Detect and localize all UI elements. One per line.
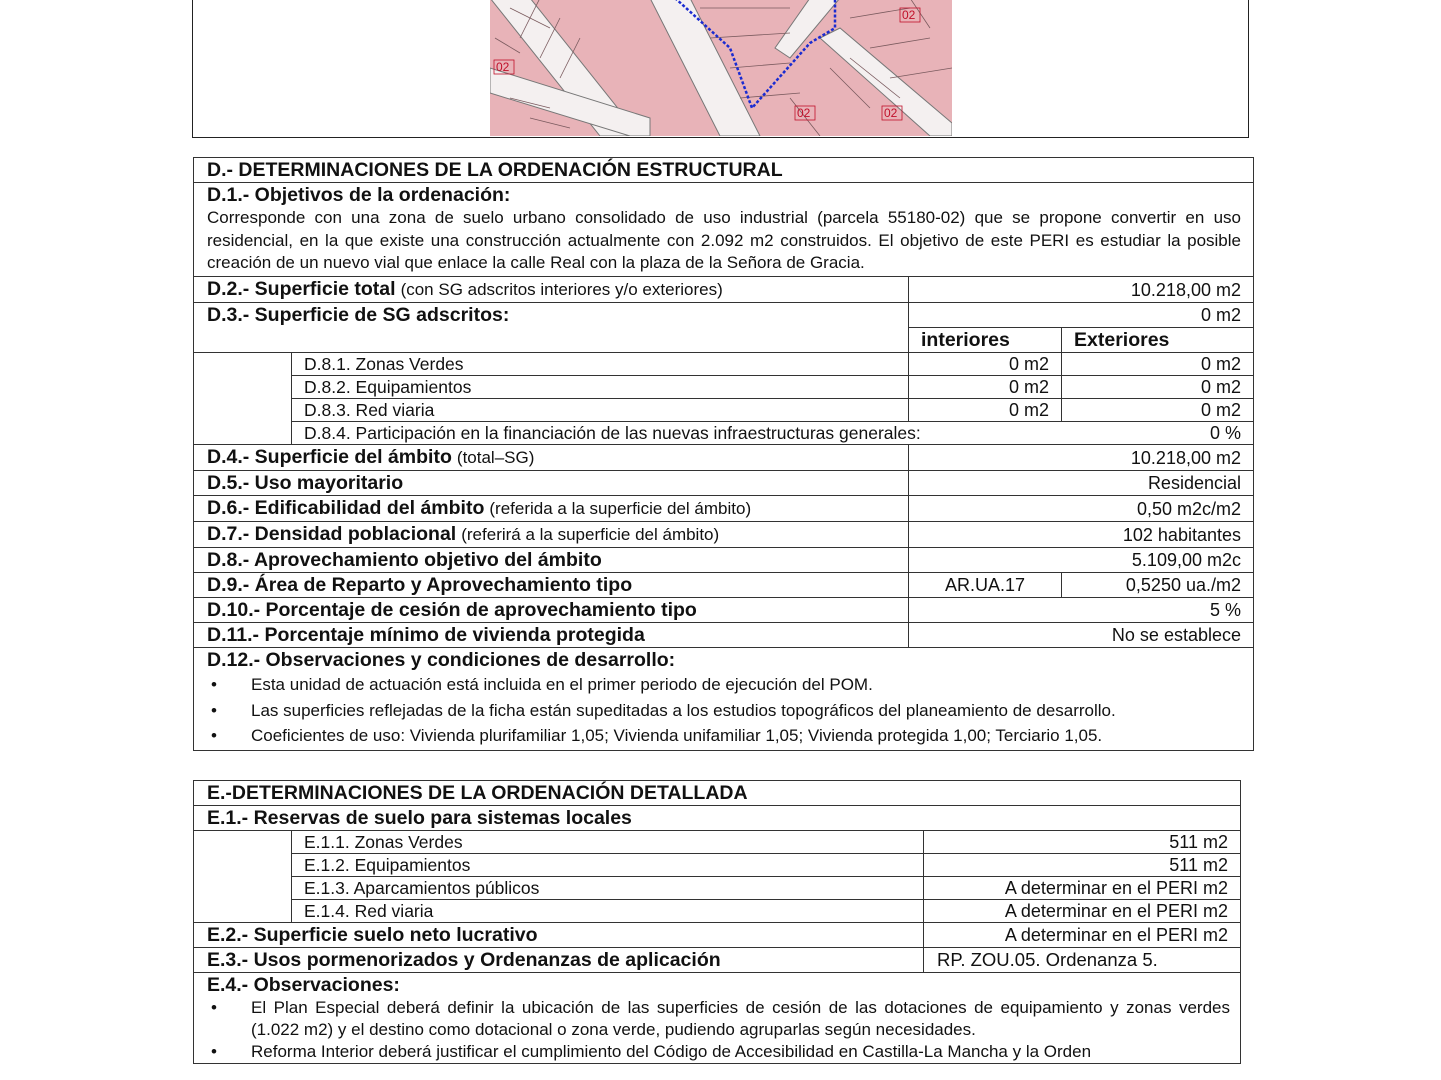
- d2-label: D.2.- Superficie total: [207, 278, 396, 300]
- d7-label: D.7.- Densidad poblacional: [207, 523, 457, 545]
- d2-note: (con SG adscritos interiores y/o exteriores): [400, 280, 723, 299]
- d5-label: D.5.- Uso mayoritario: [207, 472, 404, 494]
- d7-note: (referirá a la superficie del ámbito): [461, 525, 720, 544]
- e1-label: E.1.- Reservas de suelo para sistemas locales: [207, 807, 632, 829]
- map-label: 02: [884, 106, 898, 120]
- d9-area: AR.UA.17: [909, 573, 1062, 598]
- d3-value: 0 m2: [909, 303, 1254, 328]
- d12-label: D.12.- Observaciones y condiciones de desarrollo:: [207, 649, 676, 671]
- e4-bullet: • Reforma Interior deberá justificar el cumplimiento del Código de Accesibilidad en Castilla-La Mancha y la Orden: [207, 1041, 1230, 1063]
- e2-label: E.2.- Superficie suelo neto lucrativo: [207, 924, 538, 946]
- d83-int: 0 m2: [909, 399, 1062, 422]
- e14-label: E.1.4. Red viaria: [292, 900, 924, 923]
- d82-ext: 0 m2: [1062, 376, 1254, 399]
- d83-label: D.8.3. Red viaria: [292, 399, 909, 422]
- d3-label: D.3.- Superficie de SG adscritos:: [207, 304, 510, 326]
- map-label: 02: [496, 60, 510, 74]
- d81-ext: 0 m2: [1062, 353, 1254, 376]
- e4-bullet-list: [207, 997, 1232, 1063]
- e13-label: E.1.3. Aparcamientos públicos: [292, 877, 924, 900]
- e12-label: E.1.2. Equipamientos: [292, 854, 924, 877]
- d4-value: 10.218,00 m2: [909, 445, 1254, 471]
- d5-value: Residencial: [909, 471, 1254, 496]
- d82-int: 0 m2: [909, 376, 1062, 399]
- d82-label: D.8.2. Equipamientos: [292, 376, 909, 399]
- d12-bullet-list: [207, 672, 1245, 749]
- d1-label: D.1.- Objetivos de la ordenación:: [207, 184, 511, 206]
- e3-label: E.3.- Usos pormenorizados y Ordenanzas de aplicación: [207, 949, 721, 971]
- d12-bullet: • Las superficies reflejadas de la ficha están supeditadas a los estudios topográficos del planeamiento de desarrollo.: [207, 698, 1245, 724]
- d8-label: D.8.- Aprovechamiento objetivo del ámbito: [207, 549, 602, 571]
- cadastral-map: [490, 0, 952, 136]
- d9-label: D.9.- Área de Reparto y Aprovechamiento tipo: [207, 574, 633, 596]
- section-e-title: E.-DETERMINACIONES DE LA ORDENACIÓN DETALLADA: [194, 781, 1241, 806]
- d2-value: 10.218,00 m2: [909, 277, 1254, 303]
- section-d-table: [193, 157, 1254, 751]
- d84-value: 0 %: [1062, 422, 1254, 445]
- d4-label: D.4.- Superficie del ámbito: [207, 446, 452, 468]
- e12-value: 511 m2: [924, 854, 1241, 877]
- d4-note: (total–SG): [456, 448, 535, 467]
- d6-label: D.6.- Edificabilidad del ámbito: [207, 497, 485, 519]
- d3-col-exteriores: Exteriores: [1062, 328, 1254, 353]
- d6-value: 0,50 m2c/m2: [909, 496, 1254, 522]
- section-e-table: [193, 780, 1241, 1064]
- map-frame: [192, 0, 1249, 138]
- e11-label: E.1.1. Zonas Verdes: [292, 831, 924, 854]
- e4-label: E.4.- Observaciones:: [207, 974, 400, 996]
- e14-value: A determinar en el PERI m2: [924, 900, 1241, 923]
- d83-ext: 0 m2: [1062, 399, 1254, 422]
- e2-value: A determinar en el PERI m2: [924, 923, 1241, 948]
- e4-bullet: • El Plan Especial deberá definir la ubicación de las superficies de cesión de las dotaciones de equipamiento y zonas verdes (1.022 m2) y el destino como dotacional o zona verde, pudiendo agruparlas según necesidades.: [207, 997, 1230, 1041]
- d12-bullet: • Coeficientes de uso: Vivienda plurifamiliar 1,05; Vivienda unifamiliar 1,05; Vivienda protegida 1,00; Terciario 1,05.: [207, 723, 1245, 749]
- d81-label: D.8.1. Zonas Verdes: [292, 353, 909, 376]
- e11-value: 511 m2: [924, 831, 1241, 854]
- d8-value: 5.109,00 m2c: [909, 548, 1254, 573]
- d10-label: D.10.- Porcentaje de cesión de aprovechamiento tipo: [207, 599, 697, 621]
- d11-value: No se establece: [909, 623, 1254, 648]
- map-label: 02: [902, 8, 916, 22]
- d9-value: 0,5250 ua./m2: [1062, 573, 1254, 598]
- d84-label: D.8.4. Participación en la financiación de las nuevas infraestructuras generales:: [292, 422, 1062, 445]
- d12-bullet: • Esta unidad de actuación está incluida en el primer periodo de ejecución del POM.: [207, 672, 1245, 698]
- d81-int: 0 m2: [909, 353, 1062, 376]
- d10-value: 5 %: [909, 598, 1254, 623]
- d7-value: 102 habitantes: [909, 522, 1254, 548]
- map-label: 02: [797, 106, 811, 120]
- e13-value: A determinar en el PERI m2: [924, 877, 1241, 900]
- section-d-title: D.- DETERMINACIONES DE LA ORDENACIÓN ESTRUCTURAL: [194, 158, 1254, 183]
- d11-label: D.11.- Porcentaje mínimo de vivienda protegida: [207, 624, 645, 646]
- e3-value: RP. ZOU.05. Ordenanza 5.: [924, 948, 1241, 973]
- d1-text: Corresponde con una zona de suelo urbano consolidado de uso industrial (parcela 55180-02) que se propone convertir en uso residencial, en la que existe una construcción actualmente con 2.092 m2 construidos. El objetivo de este PERI es estudiar la posible creación de un nuevo vial que enlace la calle Real con la plaza de la Señora de Gracia.: [194, 207, 1254, 277]
- d6-note: (referida a la superficie del ámbito): [489, 499, 752, 518]
- d3-col-interiores: interiores: [909, 328, 1062, 353]
